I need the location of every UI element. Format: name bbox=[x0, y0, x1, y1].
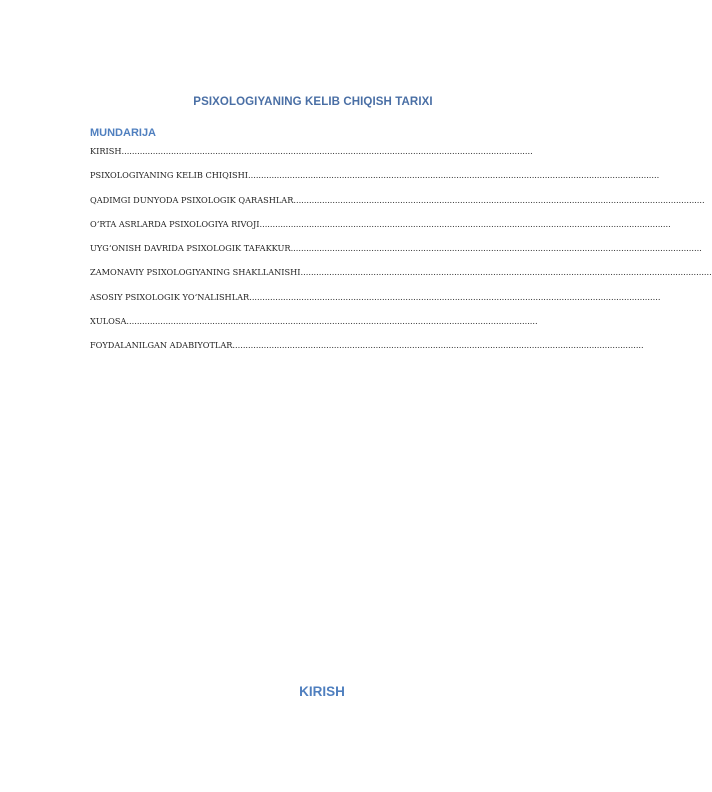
toc-heading: MUNDARIJA bbox=[90, 127, 156, 139]
toc-dot-leader: .............................................................................................................................................................. bbox=[300, 267, 712, 277]
toc-dot-leader: .............................................................................................................................................................. bbox=[121, 146, 533, 156]
toc-dot-leader: .............................................................................................................................................................. bbox=[232, 340, 644, 350]
toc-entry-orta-asrlarda[interactable] bbox=[90, 218, 671, 230]
toc-entry-label: ZAMONAVIY PSIXOLOGIYANING SHAKLLANISHI bbox=[90, 267, 301, 277]
toc-entry-asosiy-yonalishlar[interactable] bbox=[90, 291, 661, 303]
toc-entry-psixologiyaning-kelib-chiqishi[interactable] bbox=[90, 169, 660, 181]
document-title: PSIXOLOGIYANING KELIB CHIQISH TARIXI bbox=[193, 96, 433, 108]
toc-entry-kirish[interactable] bbox=[90, 145, 533, 157]
toc-entry-qadimgi-dunyoda[interactable] bbox=[90, 194, 705, 206]
toc-dot-leader: .............................................................................................................................................................. bbox=[259, 219, 671, 229]
toc-entry-foydalanilgan-adabiyotlar[interactable] bbox=[90, 339, 644, 351]
toc-dot-leader: .............................................................................................................................................................. bbox=[249, 292, 661, 302]
toc-entry-label: ASOSIY PSIXOLOGIK YO‘NALISHLAR bbox=[90, 292, 250, 302]
toc-entry-label: XULOSA bbox=[90, 316, 127, 326]
toc-dot-leader: .............................................................................................................................................................. bbox=[293, 195, 705, 205]
toc-entry-label: O‘RTA ASRLARDA PSIXOLOGIYA RIVOJI bbox=[90, 219, 260, 229]
toc-dot-leader: .............................................................................................................................................................. bbox=[290, 243, 702, 253]
toc-entry-xulosa[interactable] bbox=[90, 315, 538, 327]
toc-entry-label: FOYDALANILGAN ADABIYOTLAR bbox=[90, 340, 233, 350]
toc-dot-leader: .............................................................................................................................................................. bbox=[248, 170, 660, 180]
section-heading-kirish: KIRISH bbox=[299, 684, 345, 699]
toc-entry-uygonish-davrida[interactable] bbox=[90, 242, 702, 254]
toc-entry-label: PSIXOLOGIYANING KELIB CHIQISHI bbox=[90, 170, 249, 180]
toc-entry-label: KIRISH bbox=[90, 146, 122, 156]
toc-entry-label: UYG‘ONISH DAVRIDA PSIXOLOGIK TAFAKKUR bbox=[90, 243, 291, 253]
toc-dot-leader: .............................................................................................................................................................. bbox=[126, 316, 538, 326]
toc-entry-label: QADIMGI DUNYODA PSIXOLOGIK QARASHLAR bbox=[90, 195, 294, 205]
toc-entry-zamonaviy-psixologiya[interactable] bbox=[90, 266, 712, 278]
